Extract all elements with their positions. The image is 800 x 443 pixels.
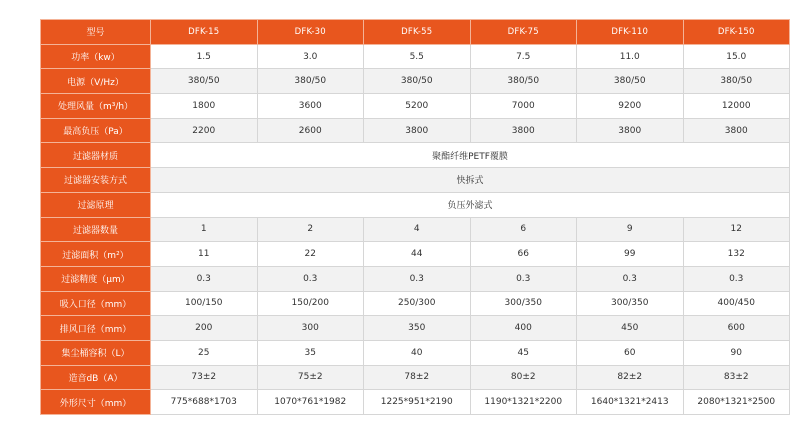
value-cell: 1 [151, 217, 258, 242]
value-cell: 150/200 [257, 291, 364, 316]
row-label: 外形尺寸（mm） [41, 390, 151, 415]
value-cell: 7.5 [470, 44, 577, 69]
value-cell: 80±2 [470, 365, 577, 390]
value-cell: 380/50 [364, 69, 471, 94]
value-cell: 600 [683, 316, 790, 341]
value-cell: 300/350 [470, 291, 577, 316]
row-label: 集尘桶容积（L） [41, 340, 151, 365]
model-header: DFK-55 [364, 20, 471, 45]
value-cell: 3.0 [257, 44, 364, 69]
spec-row [41, 266, 790, 291]
row-label: 最高负压（Pa） [41, 118, 151, 143]
value-cell: 2600 [257, 118, 364, 143]
value-cell: 40 [364, 340, 471, 365]
value-cell: 78±2 [364, 365, 471, 390]
value-cell: 2080*1321*2500 [683, 390, 790, 415]
spec-row [41, 390, 790, 415]
value-cell: 380/50 [577, 69, 684, 94]
value-cell: 300/350 [577, 291, 684, 316]
value-cell: 0.3 [364, 266, 471, 291]
value-cell: 380/50 [683, 69, 790, 94]
value-cell: 5.5 [364, 44, 471, 69]
value-cell: 3800 [364, 118, 471, 143]
header-label: 型号 [41, 20, 151, 45]
value-cell: 11 [151, 242, 258, 267]
value-cell: 3800 [683, 118, 790, 143]
value-cell: 7000 [470, 94, 577, 119]
spec-row [41, 69, 790, 94]
row-label: 过滤器数量 [41, 217, 151, 242]
row-label: 过滤器材质 [41, 143, 151, 168]
value-cell: 1640*1321*2413 [577, 390, 684, 415]
row-label: 电源（V/Hz） [41, 69, 151, 94]
header-row [41, 20, 790, 45]
value-cell: 100/150 [151, 291, 258, 316]
value-cell: 9200 [577, 94, 684, 119]
value-cell: 1800 [151, 94, 258, 119]
value-cell: 0.3 [577, 266, 684, 291]
value-cell: 775*688*1703 [151, 390, 258, 415]
value-cell: 11.0 [577, 44, 684, 69]
row-label: 处理风量（m³/h） [41, 94, 151, 119]
value-cell: 12 [683, 217, 790, 242]
value-cell: 0.3 [470, 266, 577, 291]
row-label: 造音dB（A） [41, 365, 151, 390]
value-cell: 380/50 [151, 69, 258, 94]
value-cell: 250/300 [364, 291, 471, 316]
value-cell: 75±2 [257, 365, 364, 390]
value-cell: 15.0 [683, 44, 790, 69]
value-cell: 82±2 [577, 365, 684, 390]
row-label: 过滤精度（μm） [41, 266, 151, 291]
value-cell: 6 [470, 217, 577, 242]
value-cell: 5200 [364, 94, 471, 119]
merged-value-cell: 负压外滤式 [151, 192, 790, 217]
value-cell: 1070*761*1982 [257, 390, 364, 415]
row-label: 吸入口径（mm） [41, 291, 151, 316]
value-cell: 73±2 [151, 365, 258, 390]
merged-value-cell: 快拆式 [151, 168, 790, 193]
spec-row [41, 365, 790, 390]
spec-row [41, 44, 790, 69]
value-cell: 0.3 [257, 266, 364, 291]
value-cell: 35 [257, 340, 364, 365]
spec-row [41, 143, 790, 168]
model-header: DFK-30 [257, 20, 364, 45]
spec-row [41, 217, 790, 242]
value-cell: 25 [151, 340, 258, 365]
row-label: 功率（kw） [41, 44, 151, 69]
value-cell: 0.3 [151, 266, 258, 291]
value-cell: 0.3 [683, 266, 790, 291]
model-header: DFK-110 [577, 20, 684, 45]
row-label: 排风口径（mm） [41, 316, 151, 341]
model-header: DFK-15 [151, 20, 258, 45]
value-cell: 380/50 [257, 69, 364, 94]
spec-row [41, 316, 790, 341]
value-cell: 44 [364, 242, 471, 267]
value-cell: 60 [577, 340, 684, 365]
row-label: 过滤原理 [41, 192, 151, 217]
value-cell: 1190*1321*2200 [470, 390, 577, 415]
value-cell: 3800 [470, 118, 577, 143]
value-cell: 9 [577, 217, 684, 242]
merged-value-cell: 聚酯纤维PETF覆膜 [151, 143, 790, 168]
value-cell: 450 [577, 316, 684, 341]
value-cell: 4 [364, 217, 471, 242]
value-cell: 380/50 [470, 69, 577, 94]
value-cell: 400 [470, 316, 577, 341]
row-label: 过滤器安装方式 [41, 168, 151, 193]
spec-row [41, 340, 790, 365]
model-header: DFK-75 [470, 20, 577, 45]
value-cell: 200 [151, 316, 258, 341]
value-cell: 22 [257, 242, 364, 267]
model-header: DFK-150 [683, 20, 790, 45]
row-label: 过滤面积（m²） [41, 242, 151, 267]
value-cell: 12000 [683, 94, 790, 119]
value-cell: 300 [257, 316, 364, 341]
spec-row [41, 291, 790, 316]
spec-body [41, 44, 790, 414]
value-cell: 2200 [151, 118, 258, 143]
value-cell: 132 [683, 242, 790, 267]
spec-row [41, 242, 790, 267]
spec-table [40, 19, 790, 415]
value-cell: 90 [683, 340, 790, 365]
value-cell: 45 [470, 340, 577, 365]
value-cell: 1.5 [151, 44, 258, 69]
spec-row [41, 168, 790, 193]
value-cell: 83±2 [683, 365, 790, 390]
spec-row [41, 192, 790, 217]
value-cell: 66 [470, 242, 577, 267]
value-cell: 3800 [577, 118, 684, 143]
spec-row [41, 118, 790, 143]
value-cell: 3600 [257, 94, 364, 119]
value-cell: 400/450 [683, 291, 790, 316]
value-cell: 1225*951*2190 [364, 390, 471, 415]
value-cell: 99 [577, 242, 684, 267]
value-cell: 2 [257, 217, 364, 242]
value-cell: 350 [364, 316, 471, 341]
spec-row [41, 94, 790, 119]
